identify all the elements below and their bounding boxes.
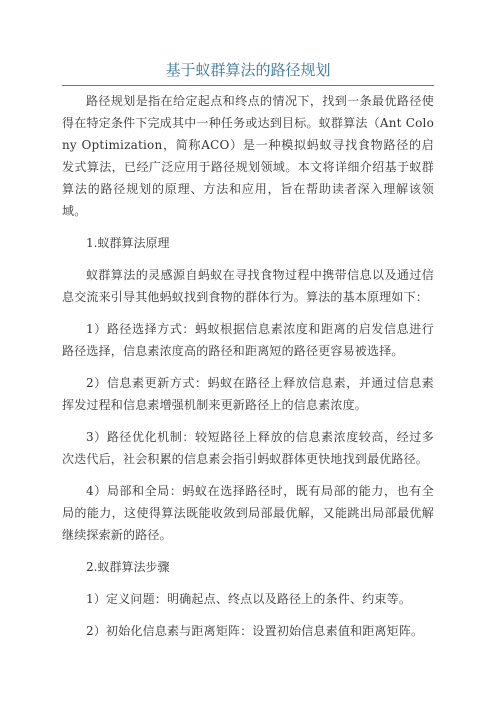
title-divider bbox=[62, 85, 434, 86]
list-item: 1）路径选择方式：蚂蚁根据信息素浓度和距离的启发信息进行路径选择，信息素浓度高的路径和距离短的路径更容易被选择。 bbox=[62, 322, 434, 358]
page-title: 基于蚁群算法的路径规划 bbox=[165, 61, 331, 79]
list-item: 2）初始化信息素与距离矩阵：设置初始信息素值和距离矩阵。 bbox=[86, 624, 424, 638]
intro-paragraph: 路径规划是指在给定起点和终点的情况下，找到一条最优路径使得在特定条件下完成其中一种任务或达到目标。蚁群算法（Ant Colony Optimization，简称ACO）是一种模拟蚂蚁寻找食物路径的启发式算法，已经广泛应用于路径规划领域。本文将详细介绍基于蚁群算法的路径规划的原理、方法和应用，旨在帮助读者深入理解该领域。 bbox=[62, 94, 434, 218]
list-item: 2）信息素更新方式：蚂蚁在路径上释放信息素，并通过信息素挥发过程和信息素增强机制来更新路径上的信息素浓度。 bbox=[62, 376, 434, 412]
list-item: 4）局部和全局：蚂蚁在选择路径时，既有局部的能力，也有全局的能力，这使得算法既能收敛到局部最优解，又能跳出局部最优解继续探索新的路径。 bbox=[62, 484, 434, 542]
section-heading: 1.蚁群算法原理 bbox=[86, 236, 170, 250]
section-paragraph: 蚁群算法的灵感源自蚂蚁在寻找食物过程中携带信息以及通过信息交流来引导其他蚂蚁找到食物的群体行为。算法的基本原理如下： bbox=[62, 268, 434, 304]
list-item: 3）路径优化机制：较短路径上释放的信息素浓度较高，经过多次迭代后，社会积累的信息素会指引蚂蚁群体更快地找到最优路径。 bbox=[62, 430, 434, 466]
document-body bbox=[62, 90, 434, 642]
list-item: 1）定义问题：明确起点、终点以及路径上的条件、约束等。 bbox=[86, 592, 412, 606]
section-heading: 2.蚁群算法步骤 bbox=[86, 560, 170, 574]
